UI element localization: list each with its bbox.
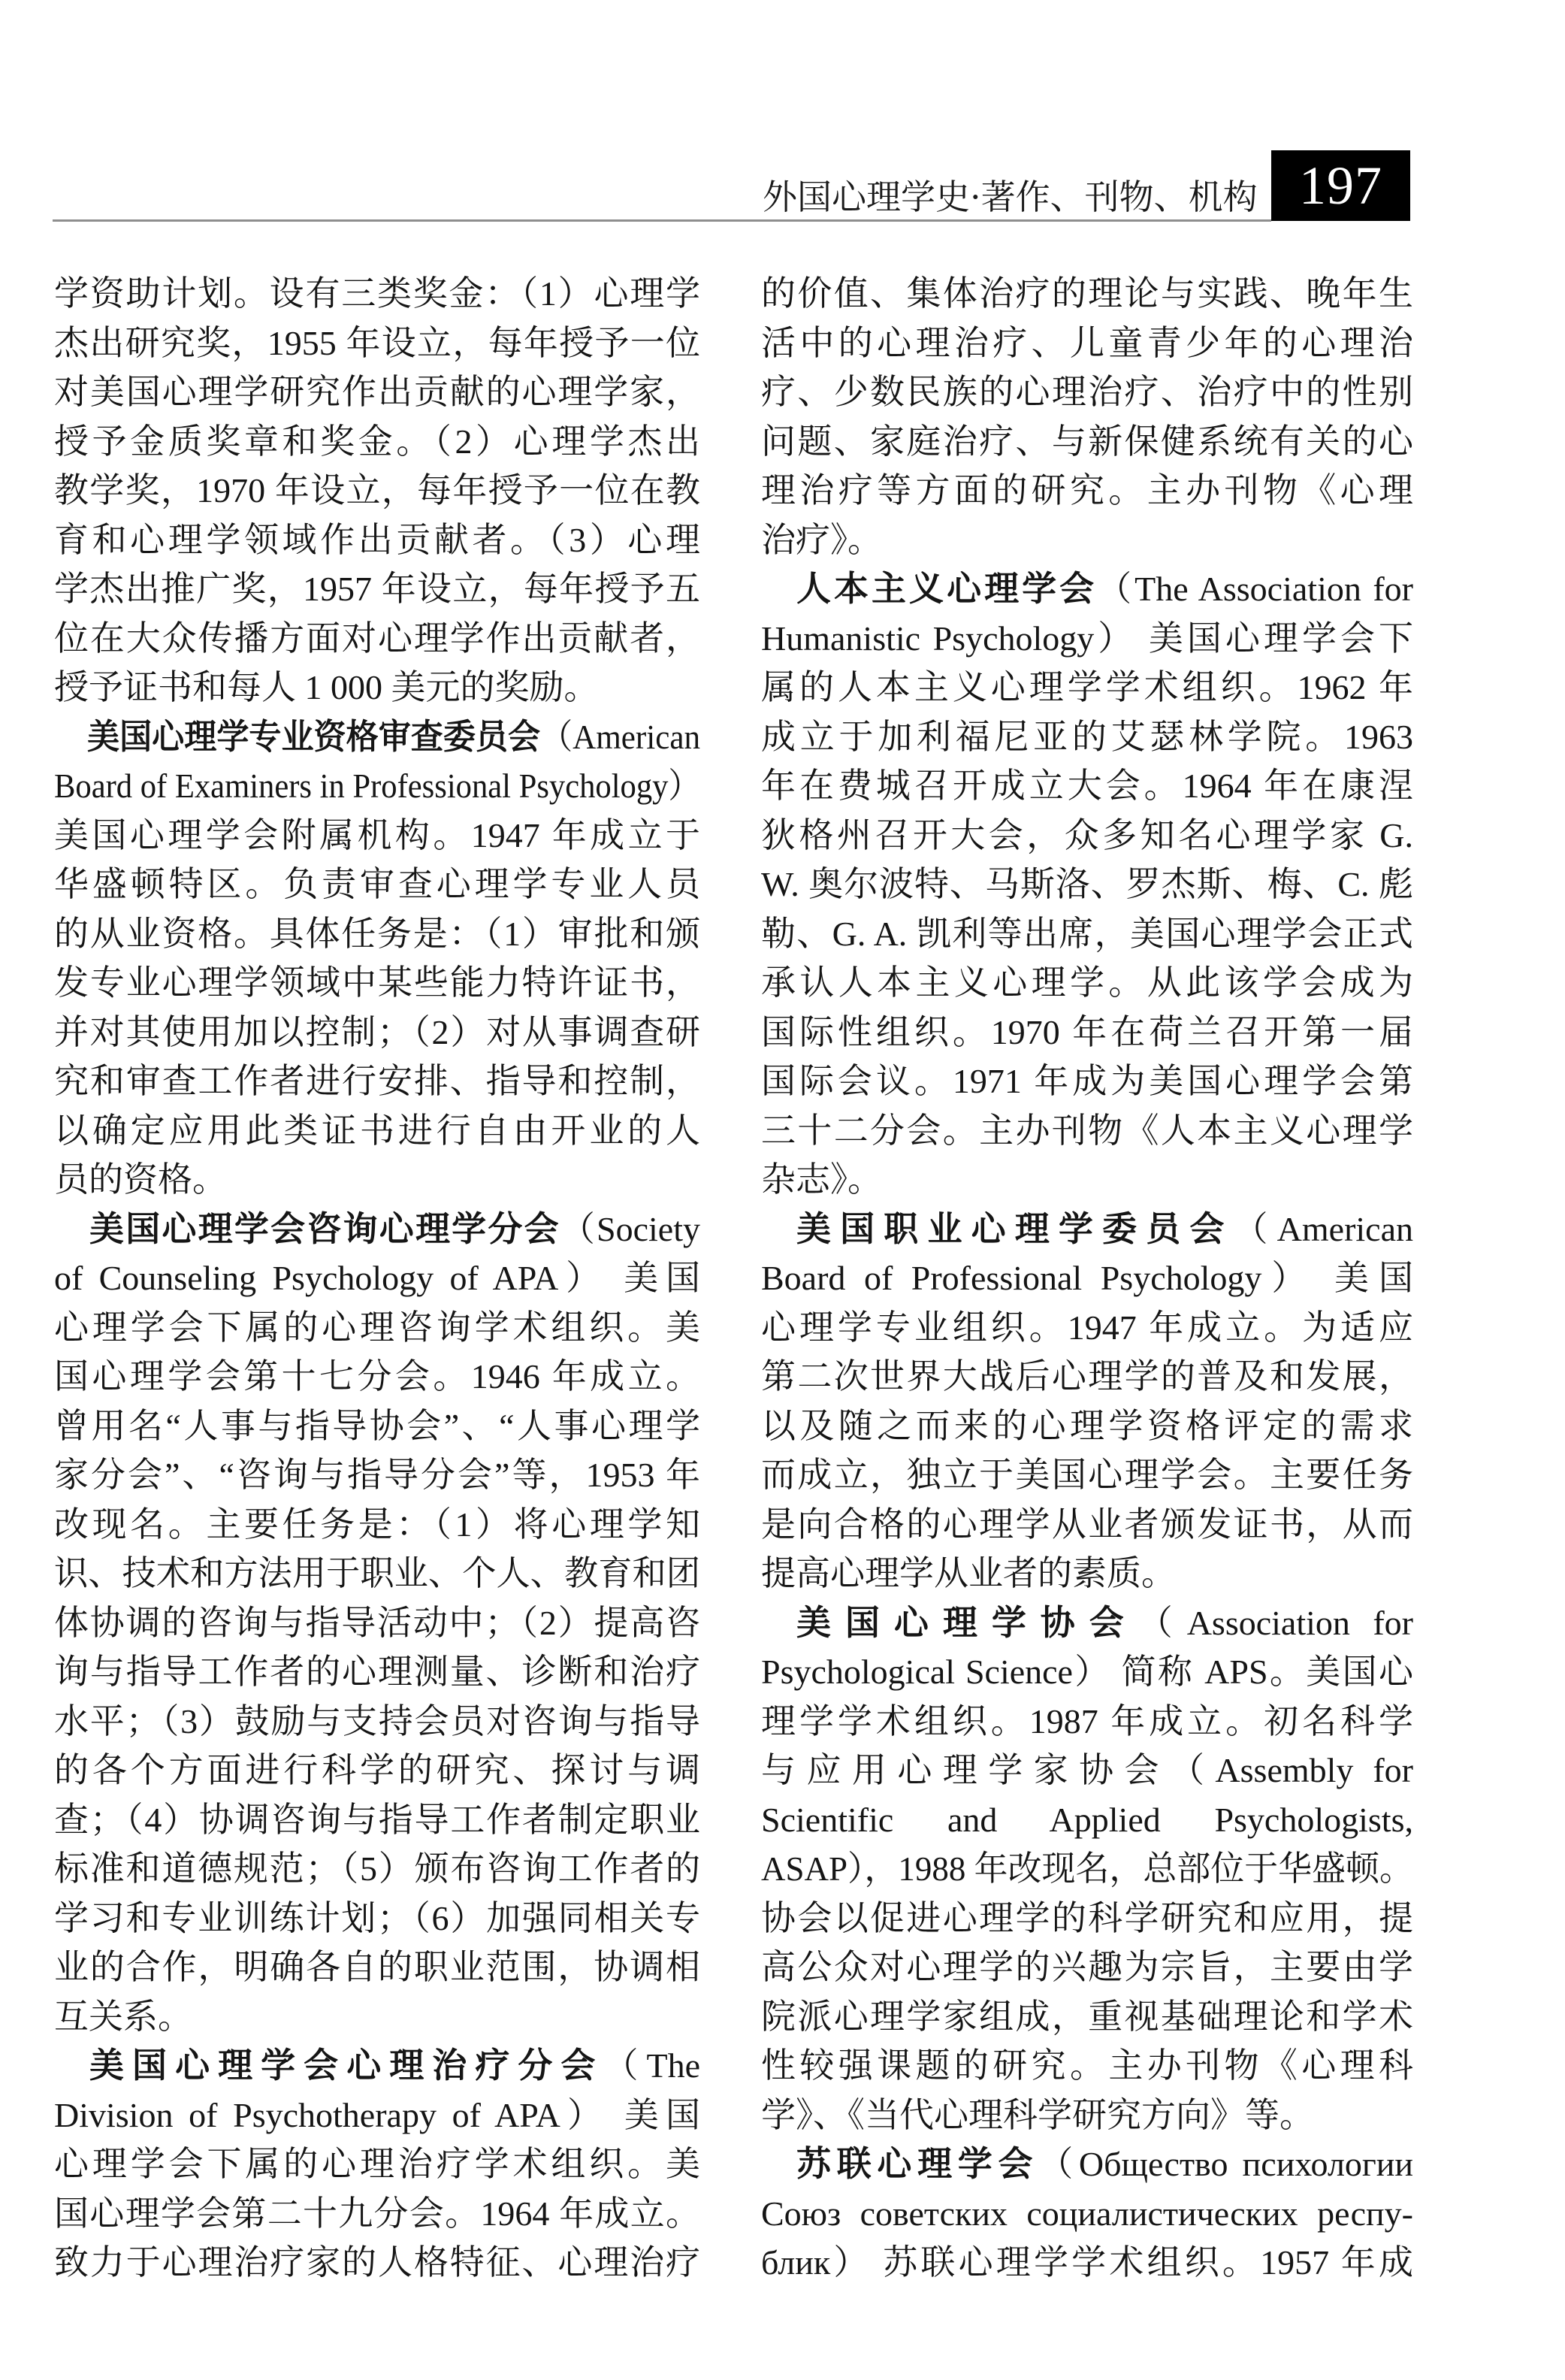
text-line: 院派心理学家组成，重视基础理论和学术 [761, 1997, 1413, 2036]
text-line: 学习和专业训练计划；（6）加强同相关专 [54, 1898, 700, 1937]
continued-paragraph [761, 269, 1413, 564]
text-line: 互关系。 [54, 1997, 192, 2036]
entry [761, 564, 1413, 1205]
text-line: 标准和道德规范；（5）颁布咨询工作者的 [54, 1849, 700, 1888]
text-line: Psychological Science） 简称 APS。美国心 [761, 1653, 1413, 1691]
text-line: 华盛顿特区。负责审查心理学专业人员 [54, 865, 700, 903]
text-line: 授予证书和每人 1 000 美元的奖励。 [54, 668, 599, 706]
text-line: 心理学会下属的心理治疗学术组织。美 [54, 2145, 700, 2183]
entry [761, 2140, 1413, 2288]
continued-paragraph [54, 269, 700, 712]
entry-term-original: （American [1233, 1209, 1413, 1248]
text-line: 改现名。主要任务是：（1）将心理学知 [54, 1505, 700, 1544]
entry-term-original: （The Association for [1097, 570, 1414, 608]
text-line: 国心理学会第二十九分会。1964 年成立。 [54, 2194, 700, 2233]
text-line: 国心理学会第十七分会。1946 年成立。 [54, 1357, 700, 1396]
text-line: of Counseling Psychology of APA） 美国 [54, 1259, 700, 1297]
text-line: 发专业心理学领域中某些能力特许证书， [54, 963, 700, 1002]
text-line: 学》、《当代心理科学研究方向》等。 [761, 2095, 1314, 2134]
page-number: 197 [1271, 150, 1410, 221]
text-line: 以确定应用此类证书进行自由开业的人 [54, 1111, 700, 1150]
running-title: 外国心理学史·著作、刊物、机构 [763, 177, 1258, 217]
entry-term: 美国心理学会咨询心理学分会 [89, 1208, 560, 1249]
text-line: 学杰出推广奖，1957 年设立，每年授予五 [54, 570, 700, 608]
entry-term: 人本主义心理学会 [796, 568, 1098, 609]
text-line: 的价值、集体治疗的理论与实践、晚年生 [761, 274, 1413, 313]
text-line: 教学奖，1970 年设立，每年授予一位在教 [54, 471, 700, 510]
entry-heading-line [54, 1205, 700, 1254]
entry [761, 1205, 1413, 1598]
text-line: 协会以促进心理学的科学研究和应用，提 [761, 1898, 1413, 1937]
text-line: 高公众对心理学的兴趣为宗旨，主要由学 [761, 1948, 1413, 1986]
text-line: 的从业资格。具体任务是：（1）审批和颁 [54, 914, 700, 953]
entry-heading-line [761, 564, 1413, 614]
entry-term-original: （Association for [1137, 1603, 1413, 1642]
text-line: 而成立，独立于美国心理学会。主要任务 [761, 1456, 1413, 1494]
text-line: 年在费城召开成立大会。1964 年在康涅 [761, 767, 1413, 805]
text-line: 曾用名“人事与指导协会”、“人事心理学 [54, 1406, 700, 1445]
column-right [761, 269, 1413, 2288]
text-line: Scientific and Applied Psychologists, [761, 1800, 1413, 1839]
text-line: 治疗》。 [761, 520, 882, 559]
text-line: 究和审查工作者进行安排、指导和控制， [54, 1062, 700, 1100]
text-line: 位在大众传播方面对心理学作出贡献者， [54, 618, 700, 658]
text-line: 水平；（3）鼓励与支持会员对咨询与指导 [54, 1701, 700, 1740]
text-line: 问题、家庭治疗、与新保健系统有关的心 [761, 422, 1413, 461]
text-line: 成立于加利福尼亚的艾瑟林学院。1963 [761, 717, 1413, 756]
entry-term-original: （Society [560, 1209, 701, 1248]
text-line: 杰出研究奖，1955 年设立，每年授予一位 [54, 323, 700, 362]
entry-term: 美国心理学会心理治疗分会 [89, 2045, 604, 2085]
text-line: 活中的心理治疗、儿童青少年的心理治 [761, 323, 1413, 362]
text-line: 与应用心理学家协会（Assembly for [761, 1751, 1413, 1789]
entry-term: 美国心理学协会 [796, 1601, 1138, 1643]
text-line: 并对其使用加以控制；（2）对从事调查研 [54, 1012, 700, 1051]
entry-heading-line [54, 2041, 700, 2091]
text-line: 三十二分会。主办刊物《人本主义心理学 [761, 1111, 1413, 1150]
text-line: 美国心理学会附属机构。1947 年成立于 [54, 815, 700, 854]
column-left [54, 269, 700, 2288]
text-line: 致力于心理治疗家的人格特征、心理治疗 [54, 2243, 700, 2282]
text-line: 查；（4）协调咨询与指导工作者制定职业 [54, 1800, 700, 1839]
text-line: 心理学会下属的心理咨询学术组织。美 [54, 1308, 700, 1347]
text-line: W. 奥尔波特、马斯洛、罗杰斯、梅、C. 彪 [761, 865, 1413, 903]
text-line: 疗、少数民族的心理治疗、治疗中的性别 [761, 373, 1413, 411]
entry [54, 1205, 700, 2042]
entry-heading-line [761, 1598, 1413, 1648]
text-line: 家分会”、“咨询与指导分会”等，1953 年 [54, 1456, 700, 1494]
text-line: 学资助计划。设有三类奖金：（1）心理学 [54, 274, 700, 313]
text-line: 识、技术和方法用于职业、个人、教育和团 [54, 1554, 700, 1592]
text-line: Союз советских социалистических респу- [761, 2194, 1413, 2233]
text-line: 第二次世界大战后心理学的普及和发展， [761, 1357, 1413, 1396]
text-line: 属的人本主义心理学学术组织。1962 年 [761, 668, 1413, 706]
entry-term: 美国职业心理学委员会 [796, 1208, 1234, 1249]
text-line: 性较强课题的研究。主办刊物《心理科 [761, 2046, 1413, 2085]
text-line: 是向合格的心理学从业者颁发证书，从而 [761, 1505, 1413, 1544]
text-line: 授予金质奖章和奖金。（2）心理学杰出 [54, 422, 700, 461]
entry-term: 苏联心理学会 [796, 2143, 1039, 2184]
entry [54, 2041, 700, 2288]
text-line: 育和心理学领域作出贡献者。（3）心理 [54, 520, 700, 559]
text-line: 理学学术组织。1987 年成立。初名科学 [761, 1701, 1413, 1740]
text-line: 国际性组织。1970 年在荷兰召开第一届 [761, 1012, 1413, 1051]
text-line: 勒、G. A. 凯利等出席，美国心理学会正式 [761, 914, 1413, 953]
text-line: Board of Examiners in Professional Psychology） [54, 767, 700, 805]
text-line: 狄格州召开大会，众多知名心理学家 G. [761, 815, 1413, 854]
text-line: 承认人本主义心理学。从此该学会成为 [761, 963, 1413, 1002]
entry-term: 美国心理学专业资格审查委员会 [87, 715, 541, 757]
header-rule [53, 219, 1271, 222]
entry-term-original: （Общество психологии [1038, 2145, 1414, 2183]
text-line: Humanistic Psychology） 美国心理学会下 [761, 618, 1413, 658]
text-line: 体协调的咨询与指导活动中；（2）提高咨 [54, 1603, 700, 1642]
text-line: Board of Professional Psychology） 美国 [761, 1259, 1413, 1297]
entry-term-original: （The [603, 2046, 701, 2085]
text-line: 业的合作，明确各自的职业范围，协调相 [54, 1948, 700, 1986]
entry-term-original: （American [540, 717, 700, 756]
entry [761, 1598, 1413, 2140]
text-line: 提高心理学从业者的素质。 [761, 1554, 1176, 1592]
text-line: 以及随之而来的心理学资格评定的需求 [761, 1406, 1413, 1445]
text-line: 询与指导工作者的心理测量、诊断和治疗 [54, 1653, 700, 1691]
text-line: 员的资格。 [54, 1160, 227, 1199]
text-line: Division of Psychotherapy of APA） 美国 [54, 2095, 700, 2134]
text-line: 理治疗等方面的研究。主办刊物《心理 [761, 471, 1413, 510]
entry [54, 712, 700, 1205]
text-line: 对美国心理学研究作出贡献的心理学家， [54, 373, 700, 411]
entry-heading-line [761, 1205, 1413, 1254]
text-line: блик） 苏联心理学学术组织。1957 年成 [761, 2243, 1413, 2282]
text-line: 的各个方面进行科学的研究、探讨与调 [54, 1751, 700, 1789]
text-line: 杂志》。 [761, 1160, 882, 1199]
entry-heading-line [54, 712, 700, 762]
text-line: ASAP），1988 年改现名，总部位于华盛顿。 [761, 1849, 1413, 1888]
text-line: 心理学专业组织。1947 年成立。为适应 [761, 1308, 1413, 1347]
entry-heading-line [761, 2140, 1413, 2189]
text-line: 国际会议。1971 年成为美国心理学会第 [761, 1062, 1413, 1100]
